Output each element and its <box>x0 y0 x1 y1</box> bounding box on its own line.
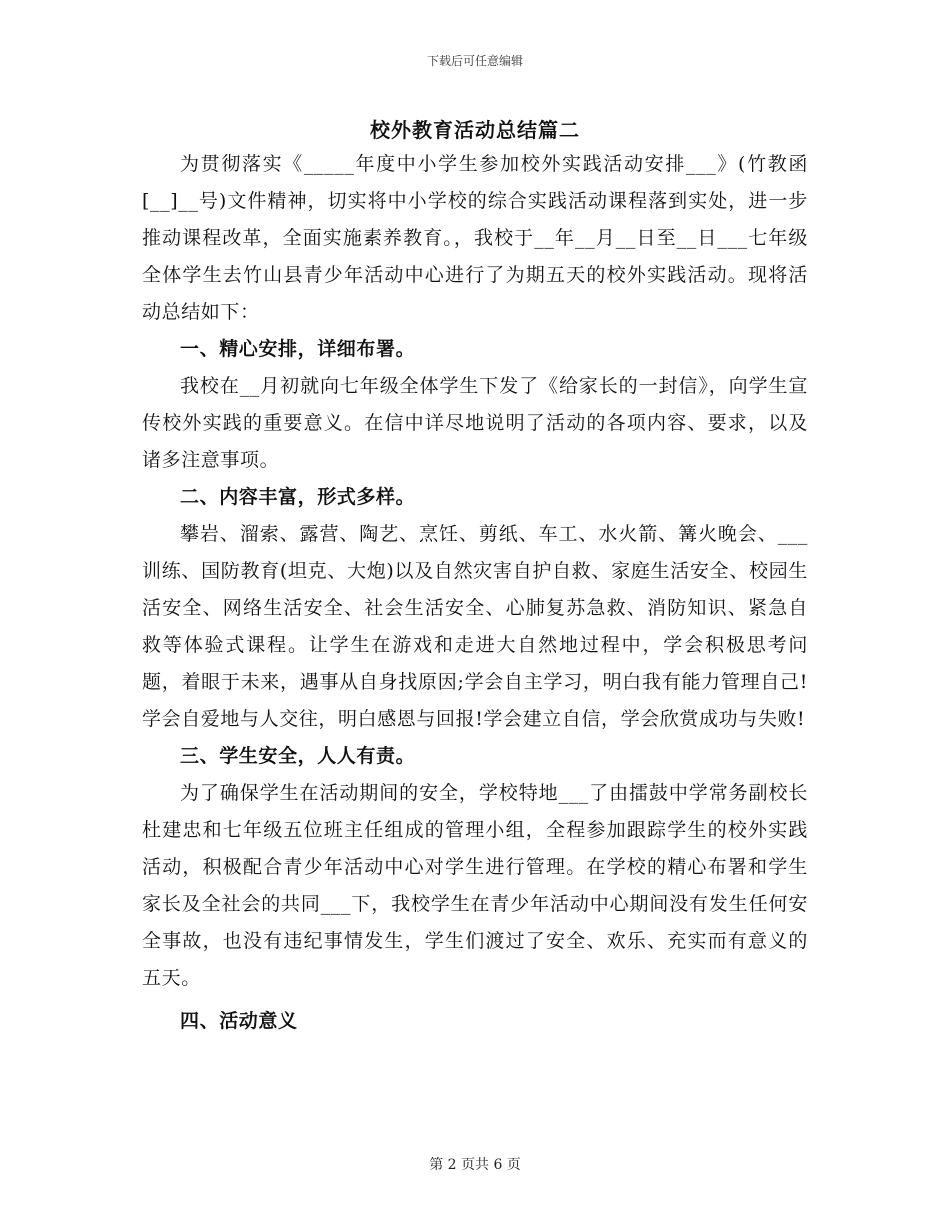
section-heading-4: 四、活动意义 <box>180 1010 298 1032</box>
page-number-footer: 第 2 页共 6 页 <box>429 1157 521 1173</box>
document-title: 校外教育活动总结篇二 <box>370 118 580 142</box>
page-header-note: 下载后可任意编辑 <box>426 54 523 68</box>
section-heading-1: 一、精心安排，详细布署。 <box>180 338 416 360</box>
document-body <box>142 146 808 1040</box>
intro-paragraph: 为贯彻落实《_____年度中小学生参加校外实践活动安排___》(竹教函[__]__号)文件精神，切实将中小学校的综合实践活动课程落到实处，进一步推动课程改革，全面实施素养教育。，我校于__年__月__日至__日___七年级全体学生去竹山县青少年活动中心进行了为期五天的校外实践活动。现将活动总结如下： <box>142 153 808 323</box>
section-heading-3: 三、学生安全，人人有责。 <box>180 745 416 767</box>
section-heading-2: 二、内容丰富，形式多样。 <box>180 486 416 508</box>
section-body-3: 为了确保学生在活动期间的安全，学校特地___了由擂鼓中学常务副校长杜建忠和七年级五位班主任组成的管理小组，全程参加跟踪学生的校外实践活动，积极配合青少年活动中心对学生进行管理。在学校的精心布署和学生家长及全社会的共同___下，我校学生在青少年活动中心期间没有发生任何安全事故，也没有违纪事情发生，学生们渡过了安全、欢乐、充实而有意义的五天。 <box>142 782 808 989</box>
section-body-2: 攀岩、溜索、露营、陶艺、烹饪、剪纸、车工、水火箭、篝火晚会、___训练、国防教育(坦克、大炮)以及自然灾害自护自救、家庭生活安全、校园生活安全、网络生活安全、社会生活安全、心肺复苏急救、消防知识、紧急自救等体验式课程。让学生在游戏和走进大自然地过程中，学会积极思考问题，着眼于未来，遇事从自身找原因;学会自主学习，明白我有能力管理自己!学会自爱地与人交往，明白感恩与回报!学会建立自信，学会欣赏成功与失败! <box>142 523 808 730</box>
section-body-1: 我校在__月初就向七年级全体学生下发了《给家长的一封信》，向学生宣传校外实践的重要意义。在信中详尽地说明了活动的各项内容、要求，以及诸多注意事项。 <box>142 375 808 471</box>
